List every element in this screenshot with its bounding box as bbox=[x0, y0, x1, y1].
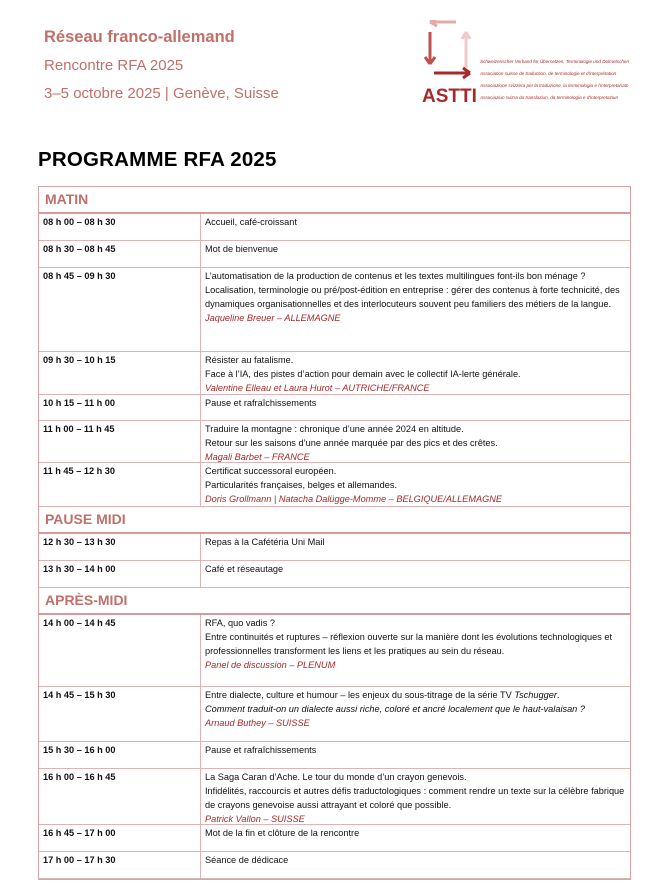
session-description: Localisation, terminologie ou pré/post-édition en entreprise : gérer des contenus à forte technicité, des dynamiques organisationnelles et des interlocuteurs souvent peu familiers des métiers de la langue. bbox=[205, 285, 620, 309]
table-row bbox=[39, 352, 630, 395]
session-title bbox=[205, 269, 626, 283]
section-heading: MATIN bbox=[39, 187, 630, 214]
time-slot: 10 h 15 – 11 h 00 bbox=[39, 395, 201, 420]
time-slot: 09 h 30 – 10 h 15 bbox=[39, 352, 201, 394]
table-row bbox=[39, 241, 630, 268]
session-description: Infidélités, raccourcis et autres défis traductologiques : comment rendre un texte sur la célèbre fabrique de crayons genevoise aussi attrayant et coloré que possible. bbox=[205, 786, 625, 810]
session-title bbox=[205, 688, 626, 702]
svg-text:ASTTI: ASTTI bbox=[422, 86, 477, 107]
table-row bbox=[39, 421, 630, 463]
session-title bbox=[205, 242, 626, 256]
svg-text:Association suisse de traducti: Association suisse de traduction, de terminologie et d'interprétation bbox=[480, 71, 617, 76]
session-title bbox=[205, 396, 626, 410]
speaker: Panel de discussion – PLENUM bbox=[205, 660, 336, 670]
table-row bbox=[39, 742, 630, 769]
title-end: . bbox=[556, 690, 560, 700]
programme-table bbox=[38, 186, 631, 880]
session-cell bbox=[201, 421, 630, 462]
session-cell bbox=[201, 395, 630, 420]
table-row bbox=[39, 395, 630, 421]
speaker: Doris Grollmann | Natacha Dalügge-Momme – BELGIQUE/ALLEMAGNE bbox=[205, 494, 503, 504]
session-title-text: Repas à la Cafétéria Uni Mail bbox=[205, 537, 325, 547]
table-row bbox=[39, 534, 630, 561]
session-description: Comment traduit-on un dialecte aussi riche, coloré et ancré localement que le haut-valaisan ? bbox=[205, 704, 585, 714]
session-title-text: Accueil, café-croissant bbox=[205, 217, 297, 227]
session-title-text: Séance de dédicace bbox=[205, 855, 289, 865]
session-title-text: Entre dialecte, culture et humour – les enjeux du sous-titrage de la série TV bbox=[205, 690, 515, 700]
time-slot: 12 h 30 – 13 h 30 bbox=[39, 534, 201, 560]
session-title bbox=[205, 422, 626, 436]
session-title-text: L’automatisation de la production de contenus et les textes multilingues font-ils bon ménage ? bbox=[205, 271, 586, 281]
session-cell bbox=[201, 615, 630, 686]
time-slot: 13 h 30 – 14 h 00 bbox=[39, 561, 201, 587]
session-cell bbox=[201, 687, 630, 741]
table-row bbox=[39, 268, 630, 352]
session-title bbox=[205, 353, 626, 367]
session-cell bbox=[201, 742, 630, 768]
session-title-text: Résister au fatalisme. bbox=[205, 355, 294, 365]
session-title-text: Certificat successoral européen. bbox=[205, 466, 337, 476]
session-title-text: Traduire la montagne : chronique d’une année 2024 en altitude. bbox=[205, 424, 464, 434]
page-title: PROGRAMME RFA 2025 bbox=[38, 148, 277, 171]
table-row bbox=[39, 852, 630, 879]
time-slot: 08 h 30 – 08 h 45 bbox=[39, 241, 201, 267]
series-title: Tschugger bbox=[514, 690, 557, 700]
session-title bbox=[205, 770, 626, 784]
session-cell bbox=[201, 769, 630, 824]
table-row bbox=[39, 615, 630, 687]
session-title bbox=[205, 743, 626, 757]
svg-text:Associazione svizzera per la t: Associazione svizzera per la traduzione, la terminologia e l'interpretariato bbox=[480, 83, 629, 88]
session-cell bbox=[201, 852, 630, 878]
table-row bbox=[39, 825, 630, 852]
svg-text:Schweizerischer Verband für Üb: Schweizerischer Verband für Übersetzen, Terminologie und Dolmetschen bbox=[480, 59, 630, 64]
event-name: Rencontre RFA 2025 bbox=[44, 57, 184, 74]
session-cell bbox=[201, 463, 630, 506]
session-description: Particularités françaises, belges et allemandes. bbox=[205, 480, 398, 490]
session-title bbox=[205, 562, 626, 576]
session-cell bbox=[201, 561, 630, 587]
session-cell bbox=[201, 268, 630, 351]
session-title bbox=[205, 616, 626, 630]
session-title-text: La Saga Caran d’Ache. Le tour du monde d’un crayon genevois. bbox=[205, 772, 467, 782]
section-heading: APRÈS-MIDI bbox=[39, 588, 630, 615]
time-slot: 14 h 00 – 14 h 45 bbox=[39, 615, 201, 686]
session-title bbox=[205, 464, 626, 478]
session-description: Retour sur les saisons d’une année marquée par des pics et des crêtes. bbox=[205, 438, 498, 448]
session-title bbox=[205, 853, 626, 867]
session-title-text: Pause et rafraîchissements bbox=[205, 745, 317, 755]
time-slot: 11 h 45 – 12 h 30 bbox=[39, 463, 201, 506]
session-description: Entre continuités et ruptures – réflexion ouverte sur la manière dont les évolutions technologiques et professionnelles transforment les liens et les pratiques au sein du réseau. bbox=[205, 632, 613, 656]
speaker: Valentine Elleau et Laura Hurot – AUTRICHE/FRANCE bbox=[205, 383, 430, 393]
time-slot: 14 h 45 – 15 h 30 bbox=[39, 687, 201, 741]
table-row bbox=[39, 214, 630, 241]
section-heading: PAUSE MIDI bbox=[39, 507, 630, 534]
time-slot: 08 h 00 – 08 h 30 bbox=[39, 214, 201, 240]
table-row bbox=[39, 463, 630, 507]
time-slot: 17 h 00 – 17 h 30 bbox=[39, 852, 201, 878]
time-slot: 16 h 00 – 16 h 45 bbox=[39, 769, 201, 824]
speaker: Jaqueline Breuer – ALLEMAGNE bbox=[205, 313, 341, 323]
time-slot: 16 h 45 – 17 h 00 bbox=[39, 825, 201, 851]
network-name: Réseau franco-allemand bbox=[44, 28, 235, 46]
session-cell bbox=[201, 534, 630, 560]
session-title-text: Café et réseautage bbox=[205, 564, 284, 574]
time-slot: 08 h 45 – 09 h 30 bbox=[39, 268, 201, 351]
session-description: Face à l’IA, des pistes d’action pour demain avec le collectif IA-lerte générale. bbox=[205, 369, 521, 379]
session-cell bbox=[201, 352, 630, 394]
time-slot: 15 h 30 – 16 h 00 bbox=[39, 742, 201, 768]
session-title-text: Pause et rafraîchissements bbox=[205, 398, 317, 408]
event-date-location: 3–5 octobre 2025 | Genève, Suisse bbox=[44, 85, 279, 102]
session-cell bbox=[201, 214, 630, 240]
table-row bbox=[39, 769, 630, 825]
session-title bbox=[205, 535, 626, 549]
session-title-text: Mot de bienvenue bbox=[205, 244, 279, 254]
speaker: Magali Barbet – FRANCE bbox=[205, 452, 310, 462]
session-title bbox=[205, 826, 626, 840]
table-row bbox=[39, 687, 630, 742]
astti-logo bbox=[416, 20, 656, 108]
speaker: Patrick Vallon – SUISSE bbox=[205, 814, 305, 824]
session-title-text: Mot de la fin et clôture de la rencontre bbox=[205, 828, 360, 838]
table-row bbox=[39, 561, 630, 588]
svg-text:Associaziun svizra da translaz: Associaziun svizra da translaziun, da terminologia e d'interpretaziun bbox=[480, 95, 618, 100]
time-slot: 11 h 00 – 11 h 45 bbox=[39, 421, 201, 462]
session-title bbox=[205, 215, 626, 229]
session-title-text: RFA, quo vadis ? bbox=[205, 618, 275, 628]
session-cell bbox=[201, 825, 630, 851]
session-cell bbox=[201, 241, 630, 267]
speaker: Arnaud Buthey – SUISSE bbox=[205, 718, 310, 728]
